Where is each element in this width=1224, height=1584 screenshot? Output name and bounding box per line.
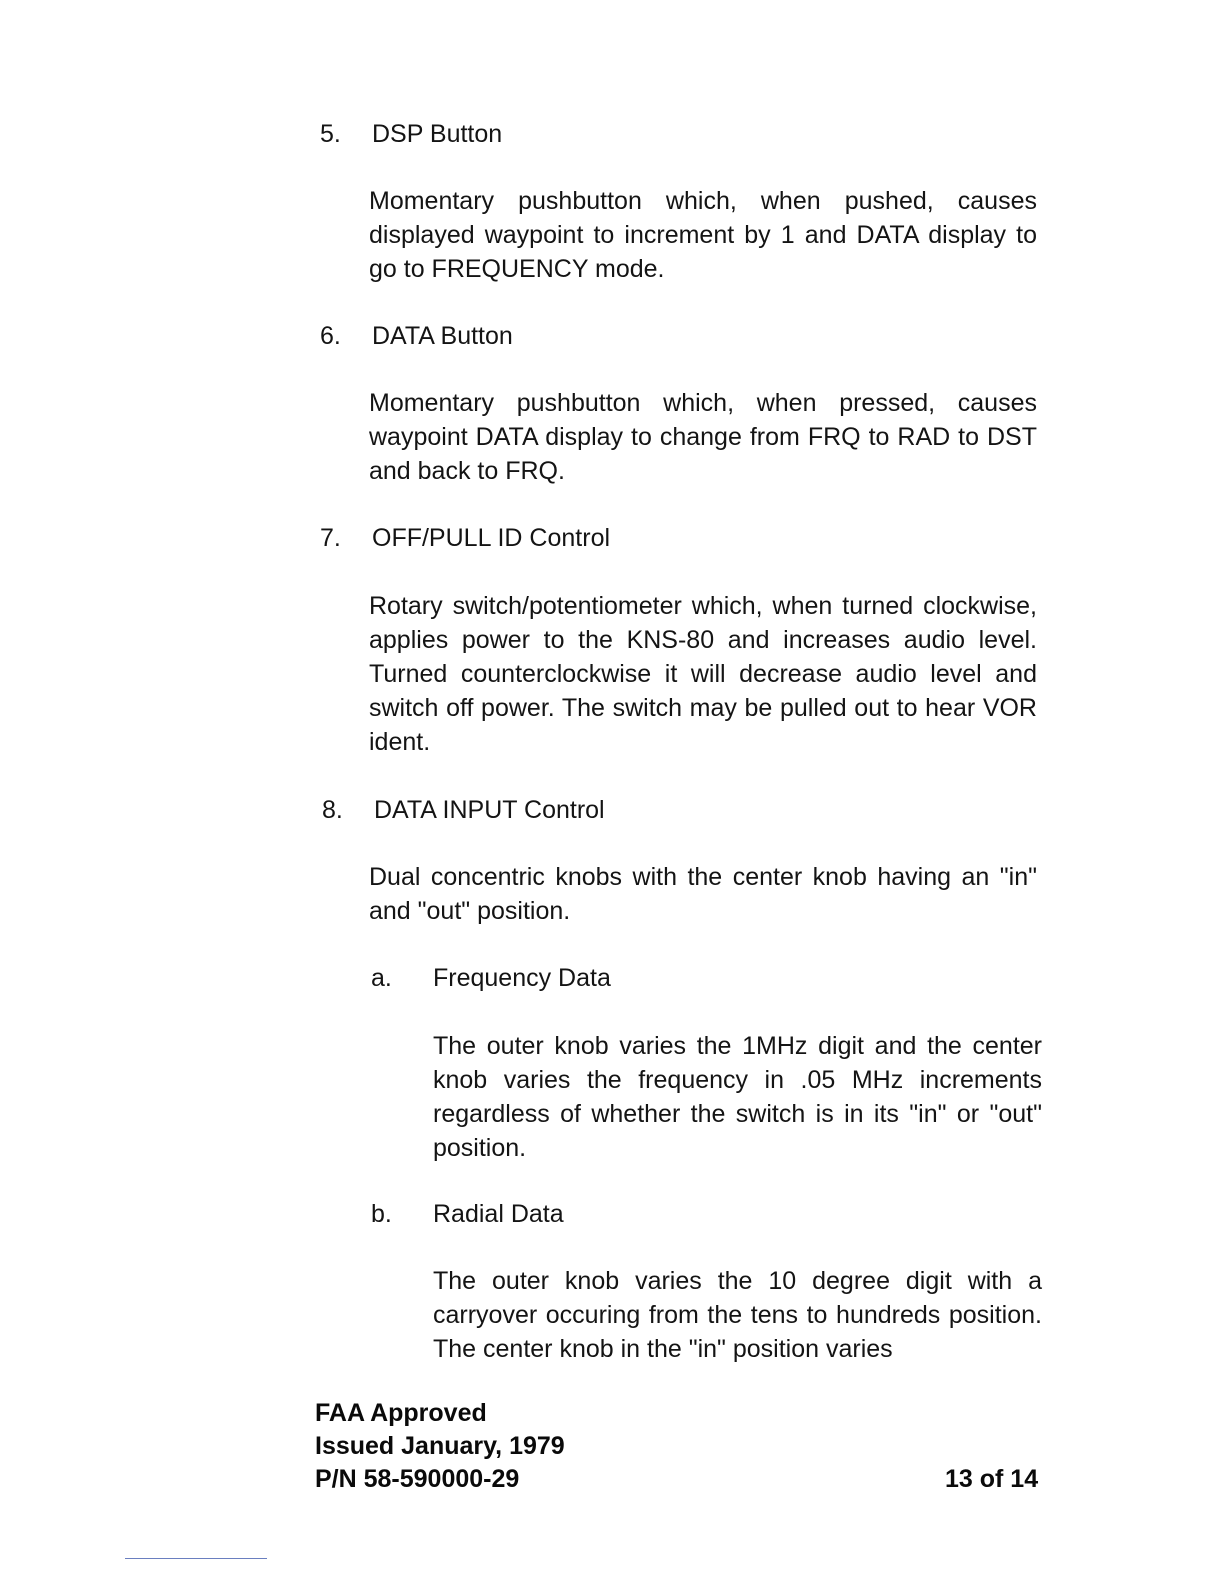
subitem-title: Radial Data xyxy=(433,1200,564,1228)
item-number: 8. xyxy=(322,796,343,824)
item-8-heading xyxy=(322,795,605,825)
item-number: 7. xyxy=(320,524,341,552)
item-title: DATA INPUT Control xyxy=(374,796,605,824)
item-number: 6. xyxy=(320,322,341,350)
item-7-body: Rotary switch/potentiometer which, when turned clockwise, applies power to the KNS-80 and increases audio level. Turned counterclockwise it will decrease audio level and switch off power. The switch may be pulled out to hear VOR ident. xyxy=(369,592,1037,756)
footer-approval: FAA Approved xyxy=(315,1399,487,1427)
footer-part-number: P/N 58-590000-29 xyxy=(315,1465,520,1493)
footer-issued: Issued January, 1979 xyxy=(315,1432,565,1460)
subitem-b-body: The outer knob varies the 10 degree digit with a carryover occuring from the tens to hundreds position. The center knob in the "in" position varies xyxy=(433,1267,1042,1363)
page-edge-divider xyxy=(125,1558,267,1559)
item-title: OFF/PULL ID Control xyxy=(372,524,611,552)
item-6-body: Momentary pushbutton which, when pressed, causes waypoint DATA display to change from FRQ to RAD to DST and back to FRQ. xyxy=(369,389,1037,485)
item-7-heading xyxy=(320,523,610,553)
subitem-title: Frequency Data xyxy=(433,964,611,992)
item-title: DATA Button xyxy=(372,322,513,350)
item-6-heading xyxy=(320,321,513,351)
subitem-a-heading xyxy=(371,963,611,993)
item-number: 5. xyxy=(320,120,341,148)
subitem-b-heading xyxy=(371,1199,564,1229)
item-5-body: Momentary pushbutton which, when pushed, causes displayed waypoint to increment by 1 and DATA display to go to FREQUENCY mode. xyxy=(369,187,1037,283)
item-8-body: Dual concentric knobs with the center knob having an "in" and "out" position. xyxy=(369,863,1037,925)
subitem-letter: b. xyxy=(371,1200,392,1228)
subitem-a-body: The outer knob varies the 1MHz digit and the center knob varies the frequency in .05 MHz increments regardless of whether the switch is in its "in" or "out" position. xyxy=(433,1032,1042,1162)
item-5-heading xyxy=(320,119,502,149)
subitem-letter: a. xyxy=(371,964,392,992)
footer-page-number: 13 of 14 xyxy=(945,1465,1039,1493)
item-title: DSP Button xyxy=(372,120,503,148)
